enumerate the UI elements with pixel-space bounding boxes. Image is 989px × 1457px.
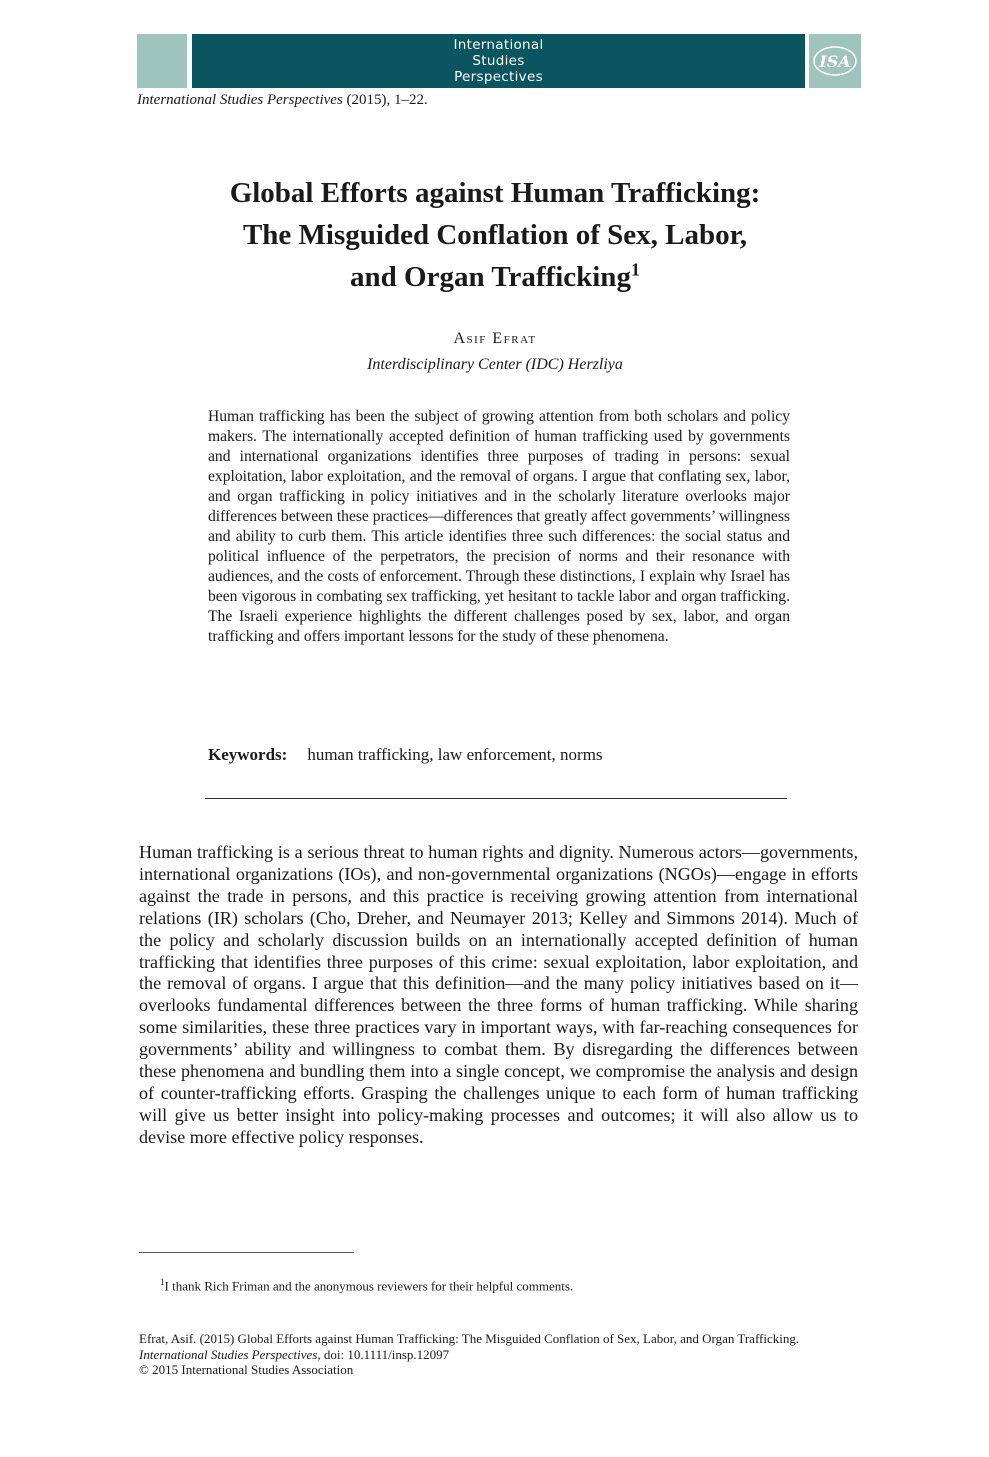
abstract: Human trafficking has been the subject of growing attention from both scholars and policy makers. The internationally accepted definition of human trafficking used by governments and international organizations identifies three purposes of trading in persons: sexual exploitation, labor exploitation, and the removal of organs. I argue that conflating sex, labor, and organ trafficking in policy initiatives and in the scholarly literature overlooks major differences between these practices—differences that greatly affect governments’ willingness and ability to curb them. This article identifies three such differences: the social status and political influence of the perpetrators, the precision of norms and their resonance with audiences, and the costs of enforcement. Through these distinctions, I explain why Israel has been vigorous in combating sex trafficking, yet hesitant to tackle labor and organ trafficking. The Israeli experience highlights the different challenges posed by sex, labor, and organ trafficking and offers important lessons for the study of these phenomena. [208, 408, 790, 645]
title-line-3: and Organ Trafficking$^1$ [350, 259, 640, 293]
banner-left-block [137, 34, 187, 88]
keywords-label: Keywords: [208, 745, 288, 764]
journal-banner [192, 34, 805, 88]
isa-logo-icon [812, 44, 858, 78]
title-line-2: The Misguided Conflation of Sex, Labor, [242, 219, 748, 251]
copyright: © 2015 International Studies Association [139, 1362, 354, 1377]
footnote-rule [139, 1252, 354, 1253]
running-citation [137, 92, 428, 109]
footnote-mark: 1 [160, 1277, 165, 1287]
logo-text: ISA [819, 52, 851, 71]
citation-details: (2015), 1–22. [342, 92, 428, 108]
citation-journal: International Studies Perspectives [137, 92, 343, 108]
body-paragraph: Human trafficking is a serious threat to human rights and dignity. Numerous actors—governments, international organizations (IOs), and non-governmental organizations (NGOs)—engage in efforts against the trade in persons, and this practice is receiving growing attention from international relations (IR) scholars (Cho, Dreher, and Neumayer 2013; Kelley and Simmons 2014). Much of the policy and scholarly discussion builds on an internationally accepted definition of human trafficking that identifies three purposes of this crime: sexual exploitation, labor exploitation, and the removal of organs. I argue that this definition—and the many policy initiatives based on it—overlooks fundamental differences between the three forms of human trafficking. While sharing some similarities, these three practices vary in important ways, with far-reaching consequences for governments’ ability and willingness to combat them. By disregarding the differences between these phenomena and bundling them into a single concept, we compromise the analysis and design of counter-trafficking efforts. Grasping the challenges unique to each form of human trafficking will give us better insight into policy-making processes and outcomes; it will also allow us to devise more effective policy responses. [139, 842, 858, 1147]
title-line-1: Global Efforts against Human Trafficking: [229, 177, 761, 209]
footnote [160, 1277, 573, 1294]
article-title [100, 172, 890, 298]
keywords [208, 745, 808, 765]
isa-logo [809, 34, 861, 88]
reference-journal: International Studies Perspectives [139, 1346, 318, 1362]
footnote-text: I thank Rich Friman and the anonymous reviewers for their helpful comments. [164, 1278, 574, 1294]
author-name: Asif Efrat [453, 330, 537, 347]
author-affiliation: Interdisciplinary Center (IDC) Herzliya [367, 356, 623, 373]
journal-name-line-1: International [453, 37, 544, 53]
title-footnote-mark[interactable]: 1 [630, 259, 640, 280]
reference-block [139, 1331, 859, 1378]
journal-name-line-2: Studies [472, 53, 525, 69]
reference-citation: Efrat, Asif. (2015) Global Efforts against Human Trafficking: The Misguided Conflation of Sex, Labor, and Organ Trafficking. International Studies Perspectives, doi: 10.1111/insp.12097 [139, 1331, 800, 1362]
keywords-list: human trafficking, law enforcement, norms [307, 745, 603, 764]
journal-name-line-3: Perspectives [454, 69, 543, 85]
abstract-divider [205, 798, 787, 799]
